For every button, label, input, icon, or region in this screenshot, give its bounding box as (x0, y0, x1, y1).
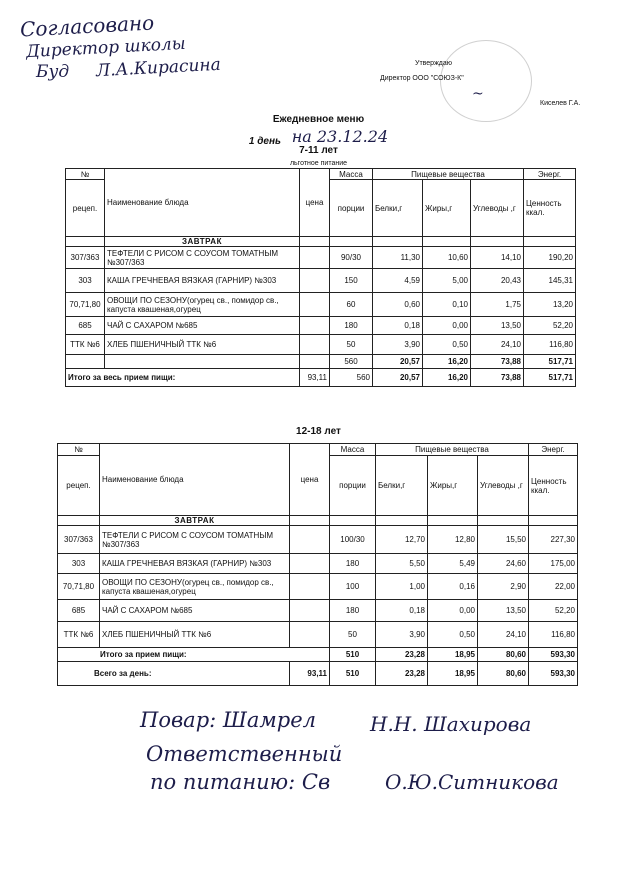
row-dish: ЧАЙ С САХАРОМ №685 (100, 600, 290, 622)
subtotal-energy: 517,71 (524, 355, 576, 369)
blank-cell (524, 237, 576, 247)
row-dish: КАША ГРЕЧНЕВАЯ ВЯЗКАЯ (ГАРНИР) №303 (105, 269, 300, 293)
row-dish: ТЕФТЕЛИ С РИСОМ С СОУСОМ ТОМАТНЫМ №307/363 (105, 247, 300, 269)
row-proteins: 12,70 (376, 526, 428, 554)
row-fats: 0,10 (423, 293, 471, 317)
col-carbs: Углеводы ,г (478, 456, 529, 516)
row-dish: ТЕФТЕЛИ С РИСОМ С СОУСОМ ТОМАТНЫМ №307/363 (100, 526, 290, 554)
col-price-label: цена (300, 475, 319, 484)
total-proteins: 23,28 (376, 662, 428, 686)
blank-cell (330, 237, 373, 247)
total-carbs: 73,88 (471, 369, 524, 387)
table-row (66, 335, 576, 355)
total-row (58, 662, 578, 686)
subtotal-energy: 593,30 (529, 648, 578, 662)
total-energy: 593,30 (529, 662, 578, 686)
row-mass: 180 (330, 600, 376, 622)
responsible-name: О.Ю.Ситникова (385, 770, 559, 794)
subtotal-carbs: 80,60 (478, 648, 529, 662)
total-mass: 510 (330, 662, 376, 686)
table-row (58, 554, 578, 574)
row-carbs: 24,60 (478, 554, 529, 574)
row-mass: 90/30 (330, 247, 373, 269)
blank-cell (66, 355, 105, 369)
menu-day-label: 1 день (248, 136, 281, 147)
row-mass: 100 (330, 574, 376, 600)
row-carbs: 24,10 (478, 622, 529, 648)
row-carbs: 13,50 (478, 600, 529, 622)
blank-cell (330, 516, 376, 526)
blank-cell (300, 355, 330, 369)
table-row (58, 622, 578, 648)
col-energy-value: Ценность ккал. (524, 180, 576, 237)
row-carbs: 1,75 (471, 293, 524, 317)
row-price (290, 574, 330, 600)
row-price (290, 554, 330, 574)
total-price: 93,11 (300, 369, 330, 387)
blank-cell (58, 516, 100, 526)
row-dish: ОВОЩИ ПО СЕЗОНУ(огурец св., помидор св., капуста квашеная,огурец (105, 293, 300, 317)
row-price (300, 293, 330, 317)
row-price (300, 335, 330, 355)
row-mass: 180 (330, 554, 376, 574)
blank-cell (105, 355, 300, 369)
responsible-label-1: Ответственный (146, 742, 343, 766)
row-fats: 5,00 (423, 269, 471, 293)
row-fats: 5,49 (428, 554, 478, 574)
subtotal-fats: 16,20 (423, 355, 471, 369)
row-proteins: 0,18 (376, 600, 428, 622)
col-carbs: Углеводы ,г (471, 180, 524, 237)
row-energy: 13,20 (524, 293, 576, 317)
row-proteins: 0,60 (373, 293, 423, 317)
row-recipe: ТТК №6 (58, 622, 100, 648)
blank-cell (300, 237, 330, 247)
row-energy: 116,80 (529, 622, 578, 648)
col-energy-value: Ценность ккал. (529, 456, 578, 516)
col-no: № (58, 444, 100, 456)
col-proteins: Белки,г (373, 180, 423, 237)
section-breakfast: ЗАВТРАК (105, 237, 300, 247)
col-dish: Наименование блюда (100, 444, 290, 516)
benefit-subtitle: льготное питание (289, 160, 348, 167)
age-group-1: 7-11 лет (299, 145, 338, 156)
blank-cell (428, 516, 478, 526)
col-mass: Масса (330, 169, 373, 180)
row-fats: 0,00 (428, 600, 478, 622)
total-label: Итого за весь прием пищи: (66, 369, 300, 387)
row-energy: 52,20 (529, 600, 578, 622)
total-fats: 16,20 (423, 369, 471, 387)
row-mass: 150 (330, 269, 373, 293)
table-row (58, 526, 578, 554)
col-fats: Жиры,г (423, 180, 471, 237)
responsible-label-2: по питанию: Св (150, 770, 331, 794)
col-price (300, 169, 330, 237)
row-price (300, 317, 330, 335)
row-recipe: 70,71,80 (58, 574, 100, 600)
row-carbs: 13,50 (471, 317, 524, 335)
row-recipe: ТТК №6 (66, 335, 105, 355)
row-energy: 190,20 (524, 247, 576, 269)
menu-date-handwritten: на 23.12.24 (291, 127, 389, 146)
col-no: № (66, 169, 105, 180)
row-dish: ОВОЩИ ПО СЕЗОНУ(огурец св., помидор св., капуста квашеная,огурец (100, 574, 290, 600)
col-dish: Наименование блюда (105, 169, 300, 237)
menu-title: Ежедневное меню (272, 114, 365, 125)
row-price (300, 247, 330, 269)
col-mass: Масса (330, 444, 376, 456)
subtotal-row (66, 355, 576, 369)
table-row (66, 317, 576, 335)
subtotal-row (58, 648, 578, 662)
col-energy: Энерг. (524, 169, 576, 180)
row-price (290, 600, 330, 622)
row-proteins: 1,00 (376, 574, 428, 600)
agreement-line-2: Директор школы (25, 33, 187, 63)
row-proteins: 3,90 (373, 335, 423, 355)
row-proteins: 3,90 (376, 622, 428, 648)
subtotal-label: Итого за прием пищи: (58, 648, 330, 662)
row-proteins: 5,50 (376, 554, 428, 574)
col-energy: Энерг. (529, 444, 578, 456)
total-label: Всего за день: (58, 662, 290, 686)
blank-cell (290, 516, 330, 526)
row-carbs: 15,50 (478, 526, 529, 554)
col-fats: Жиры,г (428, 456, 478, 516)
row-energy: 145,31 (524, 269, 576, 293)
col-recipe: рецеп. (66, 180, 105, 237)
col-nutrients: Пищевые вещества (373, 169, 524, 180)
row-recipe: 307/363 (66, 247, 105, 269)
col-price-label: цена (305, 198, 324, 207)
menu-table-12-18 (57, 443, 578, 686)
approval-name: Киселев Г.А. (540, 100, 581, 107)
row-fats: 0,00 (423, 317, 471, 335)
row-mass: 180 (330, 317, 373, 335)
row-recipe: 303 (58, 554, 100, 574)
row-carbs: 20,43 (471, 269, 524, 293)
total-row (66, 369, 576, 387)
row-energy: 175,00 (529, 554, 578, 574)
agreement-line-1: Согласовано (19, 10, 155, 42)
cook-name: Н.Н. Шахирова (370, 712, 532, 736)
table-row (58, 574, 578, 600)
row-price (290, 622, 330, 648)
agreement-sign-mark: Буд (36, 62, 70, 82)
total-carbs: 80,60 (478, 662, 529, 686)
blank-cell (471, 237, 524, 247)
blank-cell (478, 516, 529, 526)
approval-line-1: Утверждаю (415, 60, 452, 67)
blank-cell (529, 516, 578, 526)
row-energy: 22,00 (529, 574, 578, 600)
subtotal-fats: 18,95 (428, 648, 478, 662)
col-portion: порции (330, 180, 373, 237)
col-nutrients: Пищевые вещества (376, 444, 529, 456)
blank-cell (423, 237, 471, 247)
table-row (66, 293, 576, 317)
blank-cell (373, 237, 423, 247)
row-recipe: 685 (66, 317, 105, 335)
blank-cell (376, 516, 428, 526)
row-dish: ХЛЕБ ПШЕНИЧНЫЙ ТТК №6 (100, 622, 290, 648)
row-dish: КАША ГРЕЧНЕВАЯ ВЯЗКАЯ (ГАРНИР) №303 (100, 554, 290, 574)
blank-cell (66, 237, 105, 247)
table-row (66, 247, 576, 269)
row-recipe: 685 (58, 600, 100, 622)
row-price (290, 526, 330, 554)
col-portion: порции (330, 456, 376, 516)
total-proteins: 20,57 (373, 369, 423, 387)
row-carbs: 2,90 (478, 574, 529, 600)
row-fats: 12,80 (428, 526, 478, 554)
row-energy: 116,80 (524, 335, 576, 355)
table-row (58, 600, 578, 622)
row-dish: ЧАЙ С САХАРОМ №685 (105, 317, 300, 335)
row-mass: 60 (330, 293, 373, 317)
row-fats: 0,50 (428, 622, 478, 648)
section-breakfast: ЗАВТРАК (100, 516, 290, 526)
row-proteins: 11,30 (373, 247, 423, 269)
col-price (290, 444, 330, 516)
row-fats: 10,60 (423, 247, 471, 269)
row-mass: 50 (330, 335, 373, 355)
subtotal-mass: 510 (330, 648, 376, 662)
approval-signature: ~ (472, 86, 484, 102)
total-energy: 517,71 (524, 369, 576, 387)
row-price (300, 269, 330, 293)
menu-table-7-11 (65, 168, 576, 387)
total-price: 93,11 (290, 662, 330, 686)
row-recipe: 70,71,80 (66, 293, 105, 317)
row-mass: 100/30 (330, 526, 376, 554)
agreement-line-3: Л.А.Кирасина (95, 54, 222, 82)
row-recipe: 307/363 (58, 526, 100, 554)
row-energy: 227,30 (529, 526, 578, 554)
row-carbs: 24,10 (471, 335, 524, 355)
total-mass: 560 (330, 369, 373, 387)
row-fats: 0,50 (423, 335, 471, 355)
row-carbs: 14,10 (471, 247, 524, 269)
subtotal-proteins: 23,28 (376, 648, 428, 662)
col-proteins: Белки,г (376, 456, 428, 516)
subtotal-carbs: 73,88 (471, 355, 524, 369)
row-proteins: 0,18 (373, 317, 423, 335)
row-fats: 0,16 (428, 574, 478, 600)
table-row (66, 269, 576, 293)
total-fats: 18,95 (428, 662, 478, 686)
approval-line-2: Директор ООО "СОЮЗ-К" (380, 75, 464, 82)
row-dish: ХЛЕБ ПШЕНИЧНЫЙ ТТК №6 (105, 335, 300, 355)
subtotal-proteins: 20,57 (373, 355, 423, 369)
row-mass: 50 (330, 622, 376, 648)
row-energy: 52,20 (524, 317, 576, 335)
row-recipe: 303 (66, 269, 105, 293)
age-group-2: 12-18 лет (296, 426, 341, 437)
cook-label: Повар: Шамрел (140, 708, 317, 732)
row-proteins: 4,59 (373, 269, 423, 293)
subtotal-mass: 560 (330, 355, 373, 369)
col-recipe: рецеп. (58, 456, 100, 516)
